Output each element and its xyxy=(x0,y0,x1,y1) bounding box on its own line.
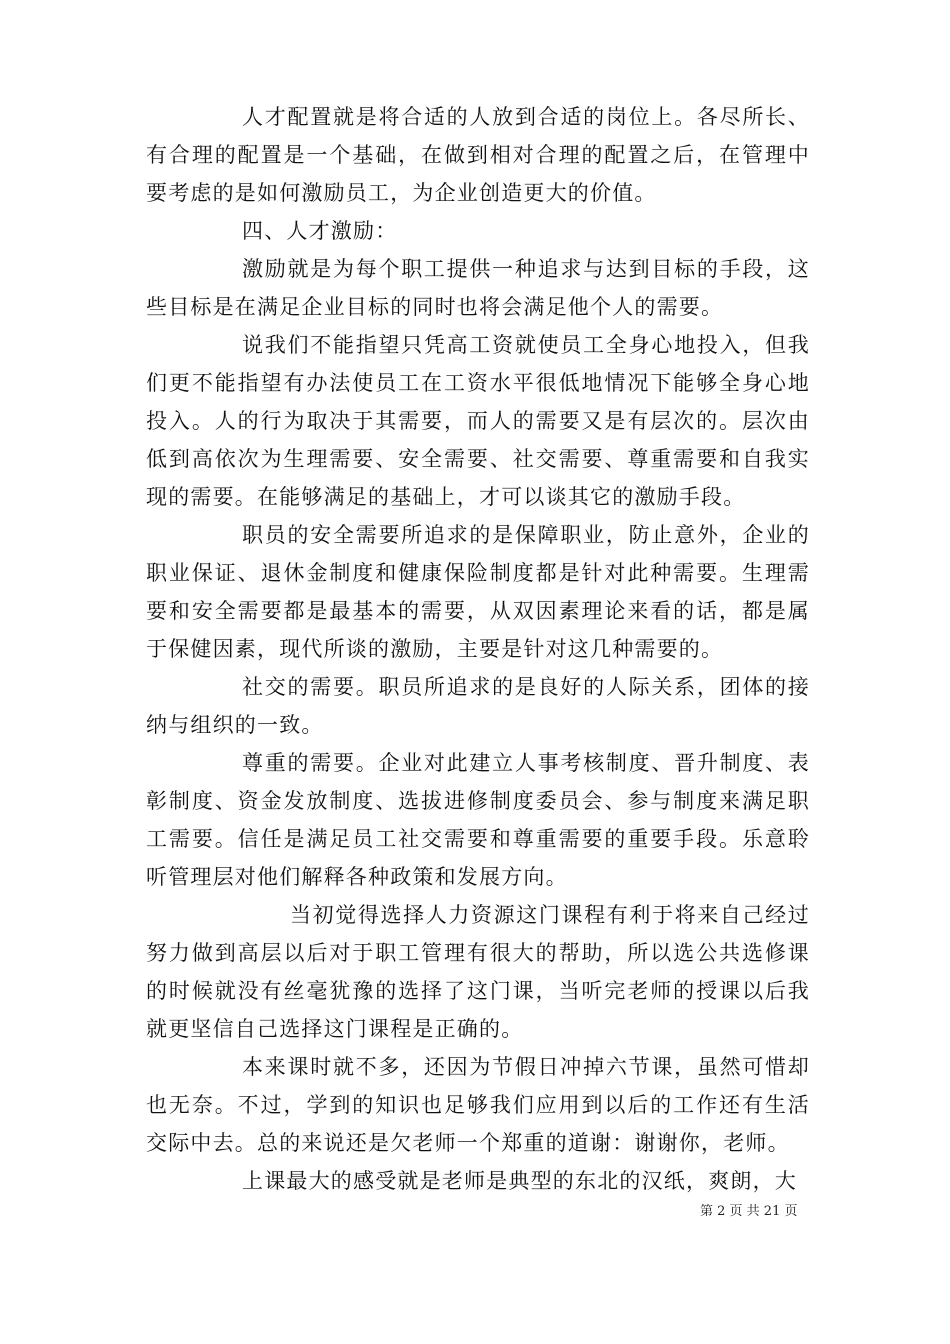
paragraph: 社交的需要。职员所追求的是良好的人际关系，团体的接纳与组织的一致。 xyxy=(146,675,810,737)
paragraph: 人才配置就是将合适的人放到合适的岗位上。各尽所长、有合理的配置是一个基础，在做到相对合理的配置之后，在管理中要考虑的是如何激励员工，为企业创造更大的价值。 xyxy=(146,105,810,205)
page-number-footer: 第 2 页 共 21 页 xyxy=(700,1204,798,1219)
section-heading: 四、人才激励： xyxy=(242,219,398,243)
paragraph: 本来课时就不多，还因为节假日冲掉六节课，虽然可惜却也无奈。不过，学到的知识也足够我们应用到以后的工作还有生活交际中去。总的来说还是欠老师一个郑重的道谢：谢谢你，老师。 xyxy=(146,1055,810,1155)
paragraph: 当初觉得选择人力资源这门课程有利于将来自己经过努力做到高层以后对于职工管理有很大的帮助，所以选公共选修课的时候就没有丝毫犹豫的选择了这门课，当听完老师的授课以后我就更坚信自己选择这门课程是正确的。 xyxy=(146,903,810,1041)
paragraph: 激励就是为每个职工提供一种追求与达到目标的手段，这些目标是在满足企业目标的同时也将会满足他个人的需要。 xyxy=(146,257,810,319)
paragraph: 尊重的需要。企业对此建立人事考核制度、晋升制度、表彰制度、资金发放制度、选拔进修制度委员会、参与制度来满足职工需要。信任是满足员工社交需要和尊重需要的重要手段。乐意聆听管理层对他们解释各种政策和发展方向。 xyxy=(146,751,810,889)
body-text xyxy=(146,98,810,1200)
paragraph: 说我们不能指望只凭高工资就使员工全身心地投入，但我们更不能指望有办法使员工在工资水平很低地情况下能够全身心地投入。人的行为取决于其需要，而人的需要又是有层次的。层次由低到高依次为生理需要、安全需要、社交需要、尊重需要和自我实现的需要。在能够满足的基础上，才可以谈其它的激励手段。 xyxy=(146,333,810,509)
paragraph: 职员的安全需要所追求的是保障职业，防止意外，企业的职业保证、退休金制度和健康保险制度都是针对此种需要。生理需要和安全需要都是最基本的需要，从双因素理论来看的话，都是属于保健因素，现代所谈的激励，主要是针对这几种需要的。 xyxy=(146,523,810,661)
paragraph: 上课最大的感受就是老师是典型的东北的汉纸，爽朗，大 xyxy=(242,1169,797,1193)
